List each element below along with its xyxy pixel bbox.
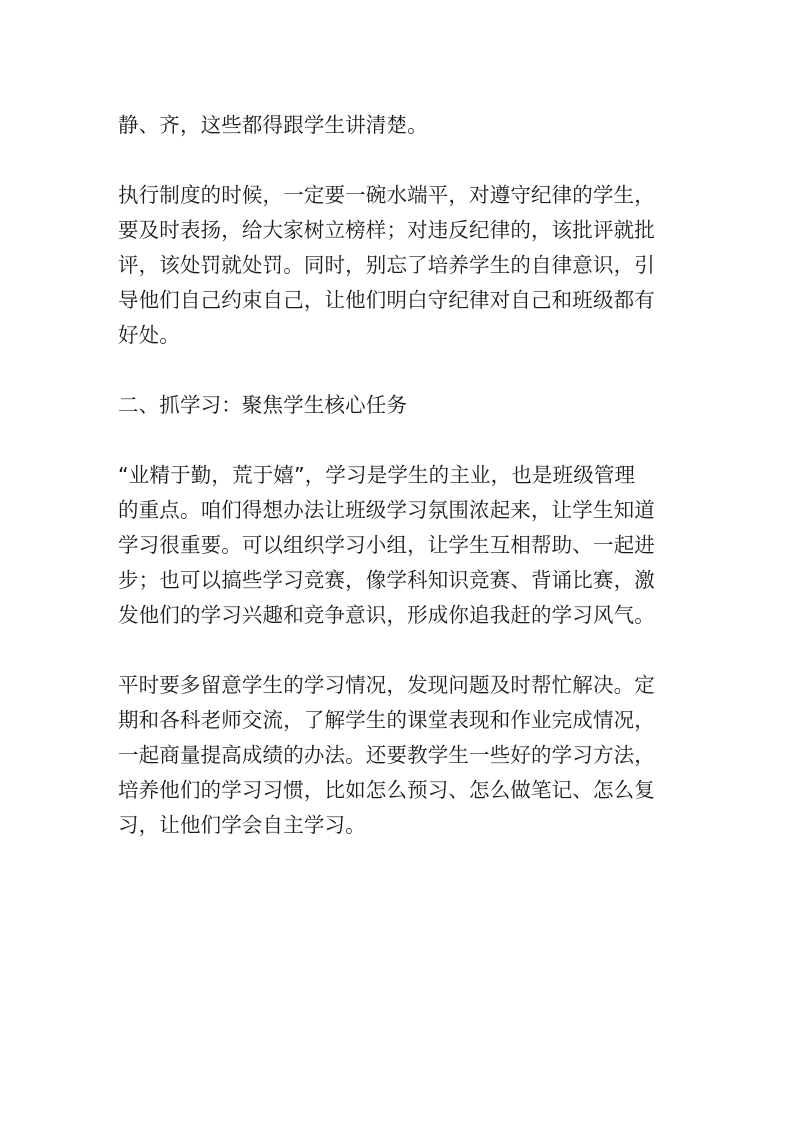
paragraph-gap (118, 143, 678, 178)
text-line: 执行制度的时候，一定要一碗水端平，对遵守纪律的学生， (118, 183, 655, 207)
paragraph-gap (118, 353, 678, 388)
paragraph-study-methods (118, 668, 678, 843)
text-line: 期和各科老师交流，了解学生的课堂表现和作业完成情况， (118, 708, 655, 732)
paragraph-gap (118, 423, 678, 458)
heading-text: 二、抓学习：聚焦学生核心任务 (118, 393, 408, 417)
paragraph-intro-end (118, 108, 678, 143)
text-line: 习，让他们学会自主学习。 (118, 813, 366, 837)
paragraph-discipline (118, 178, 678, 353)
text-line: “业精于勤，荒于嬉”，学习是学生的主业，也是班级管理 (118, 463, 636, 487)
text-line: 步；也可以搞些学习竞赛，像学科知识竞赛、背诵比赛，激 (118, 568, 655, 592)
section-heading (118, 388, 678, 423)
paragraph-gap (118, 633, 678, 668)
text-line: 静、齐，这些都得跟学生讲清楚。 (118, 113, 428, 137)
document-body (118, 108, 678, 843)
text-line: 评，该处罚就处罚。同时，别忘了培养学生的自律意识，引 (118, 253, 655, 277)
text-line: 发他们的学习兴趣和竞争意识，形成你追我赶的学习风气。 (118, 603, 655, 627)
text-line: 一起商量提高成绩的办法。还要教学生一些好的学习方法， (118, 743, 655, 767)
paragraph-study-atmosphere (118, 458, 678, 633)
text-line: 导他们自己约束自己，让他们明白守纪律对自己和班级都有 (118, 288, 655, 312)
text-line: 培养他们的学习习惯，比如怎么预习、怎么做笔记、怎么复 (118, 778, 655, 802)
text-line: 平时要多留意学生的学习情况，发现问题及时帮忙解决。定 (118, 673, 655, 697)
text-line: 要及时表扬，给大家树立榜样；对违反纪律的，该批评就批 (118, 218, 655, 242)
text-line: 好处。 (118, 323, 180, 347)
text-line: 的重点。咱们得想办法让班级学习氛围浓起来，让学生知道 (118, 498, 655, 522)
text-line: 学习很重要。可以组织学习小组，让学生互相帮助、一起进 (118, 533, 655, 557)
